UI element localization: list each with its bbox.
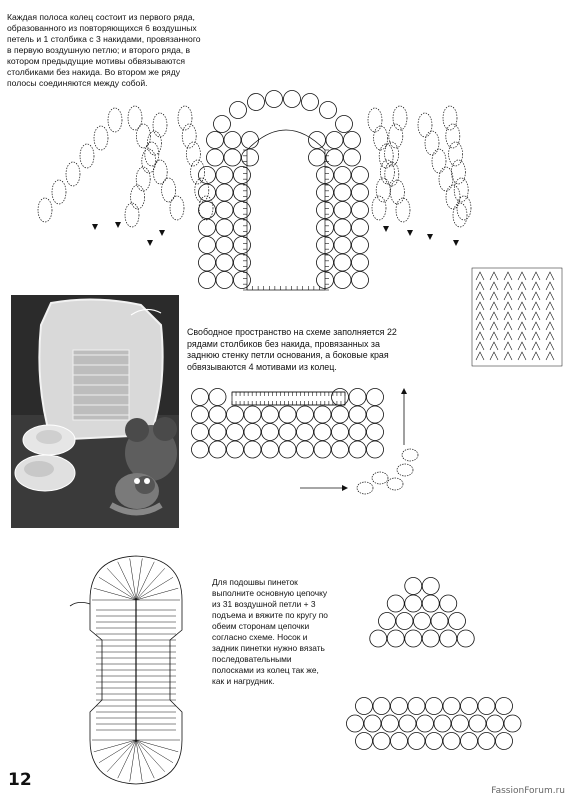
ring-motif <box>408 698 425 715</box>
ring-motif <box>352 184 369 201</box>
ring-motif <box>370 630 387 647</box>
ring-motif <box>209 389 226 406</box>
ring-motif <box>334 219 351 236</box>
ring-motif <box>248 94 265 111</box>
chain-loop <box>432 149 446 173</box>
ring-motif <box>230 102 247 119</box>
ring-motif <box>334 202 351 219</box>
stitch-symbol <box>518 322 526 330</box>
toe-stitch <box>136 568 165 600</box>
ring-motif <box>234 167 251 184</box>
ring-motif <box>309 149 326 166</box>
ring-motif <box>209 406 226 423</box>
ring-motif <box>314 406 331 423</box>
chain-loop <box>142 149 156 173</box>
chain-loop <box>457 196 471 220</box>
ring-motif <box>192 406 209 423</box>
ring-motif <box>367 424 384 441</box>
ring-motif <box>336 116 353 133</box>
ring-motif <box>334 167 351 184</box>
direction-arrow <box>342 485 348 491</box>
stitch-symbol <box>532 292 540 300</box>
ring-motif <box>457 630 474 647</box>
ring-motif <box>216 272 233 289</box>
ring-motif <box>379 613 396 630</box>
ring-motif <box>487 715 504 732</box>
ring-motif <box>469 715 486 732</box>
stitch-symbol <box>476 342 484 350</box>
ring-motif <box>216 237 233 254</box>
chain-loop <box>397 464 413 476</box>
ring-motif <box>347 715 364 732</box>
chain-loop <box>396 198 410 222</box>
ring-motif <box>234 219 251 236</box>
ring-motif <box>234 237 251 254</box>
chain-loop <box>131 185 145 209</box>
chain-loop <box>125 203 139 227</box>
ring-motif <box>352 219 369 236</box>
stitch-symbol <box>476 312 484 320</box>
chain-loop <box>162 178 176 202</box>
ring-motif <box>214 116 231 133</box>
ring-motif <box>332 424 349 441</box>
stitch-symbol <box>504 332 512 340</box>
stitch-symbol <box>546 272 554 280</box>
toe-stitch <box>94 588 136 600</box>
ring-motif <box>227 406 244 423</box>
stitch-symbol <box>546 282 554 290</box>
ring-motif <box>452 715 469 732</box>
stitch-symbol <box>532 302 540 310</box>
stitch-symbol <box>476 292 484 300</box>
heel-stitch <box>136 740 178 752</box>
stitch-symbol <box>546 322 554 330</box>
ring-motif <box>496 698 513 715</box>
sole-description-paragraph: Для подошвы пинеток выполните основную цепочку из 31 воздушной петли + 3 подъема и вяжите по кругу по обеим сторонам цепочки согласно схеме. Носок и задник пинетки нужно вязать последовательными полосками из колец так же, как и нагрудник. <box>212 577 328 686</box>
ring-motif <box>373 733 390 750</box>
direction-arrow <box>383 226 389 232</box>
ring-motif <box>207 149 224 166</box>
ring-motif <box>192 441 209 458</box>
direction-arrow <box>159 230 165 236</box>
ring-motif <box>334 272 351 289</box>
ring-motif <box>478 698 495 715</box>
ring-motif <box>216 254 233 271</box>
ring-motif <box>209 441 226 458</box>
ring-motif <box>422 578 439 595</box>
chain-loop <box>385 162 399 186</box>
ring-motif <box>314 424 331 441</box>
stitch-symbol <box>504 302 512 310</box>
direction-arrow <box>115 222 121 228</box>
stitch-symbol <box>518 282 526 290</box>
intro-paragraph: Каждая полоса колец состоит из первого ряда, образованного из повторяющихся 6 воздушных петель и 1 столбика с 3 накидами, провязанного в первую воздушную петлю; и второго ряда, в котором предыдущие мотивы обвязываются столбиками без накида. Во втором же ряду полосы соединяются между собой. <box>7 12 201 88</box>
ring-motif <box>234 202 251 219</box>
ring-motif <box>496 733 513 750</box>
stitch-symbol <box>490 332 498 340</box>
ring-motif <box>349 441 366 458</box>
chain-loop <box>128 106 142 130</box>
ring-motif <box>440 595 457 612</box>
ring-motif <box>367 441 384 458</box>
chain-loop <box>374 126 388 150</box>
ring-motif <box>461 733 478 750</box>
chain-loop <box>425 131 439 155</box>
chain-loop <box>80 144 94 168</box>
ring-motif <box>279 441 296 458</box>
ring-motif <box>224 149 241 166</box>
ring-motif <box>349 424 366 441</box>
heel-stitch <box>107 740 136 772</box>
chain-loop <box>66 162 80 186</box>
stitch-symbol <box>518 272 526 280</box>
bib-description-paragraph: Свободное пространство на схеме заполняется 22 рядами столбиков без накида, провязанных за заднюю стенку петли основания, а боковые края обвязываются 4 мотивами из колец. <box>187 327 397 372</box>
stitch-symbol <box>490 352 498 360</box>
ring-motif <box>199 167 216 184</box>
ring-motif <box>422 595 439 612</box>
ring-motif <box>349 389 366 406</box>
direction-arrow <box>401 388 407 394</box>
ring-motif <box>414 613 431 630</box>
chain-loop <box>443 106 457 130</box>
ring-motif <box>478 733 495 750</box>
ring-motif <box>344 149 361 166</box>
neckline-curve <box>247 130 325 150</box>
stitch-symbol <box>518 292 526 300</box>
chain-loop <box>136 124 150 148</box>
chain-loop <box>402 449 418 461</box>
ring-motif <box>332 389 349 406</box>
chain-loop <box>453 203 467 227</box>
chain-loop <box>147 131 161 155</box>
heel-stitch <box>136 740 165 772</box>
stitch-symbol <box>504 292 512 300</box>
ring-motif <box>326 149 343 166</box>
chain-loop <box>145 142 159 166</box>
stitch-symbol <box>518 352 526 360</box>
ring-motif <box>242 149 259 166</box>
stitch-symbol <box>490 282 498 290</box>
ring-motif <box>443 733 460 750</box>
ring-motif <box>426 733 443 750</box>
stitch-symbol <box>476 332 484 340</box>
ring-motif <box>216 219 233 236</box>
ring-motif <box>266 91 283 108</box>
stitch-symbol <box>504 322 512 330</box>
ring-motif <box>387 630 404 647</box>
ring-motif <box>356 733 373 750</box>
ring-motif <box>352 202 369 219</box>
ring-motif <box>227 441 244 458</box>
stitch-symbol <box>476 302 484 310</box>
ring-motif <box>279 406 296 423</box>
toe-stitch <box>107 568 136 600</box>
chain-loop <box>439 167 453 191</box>
ring-motif <box>309 132 326 149</box>
ring-motif <box>224 132 241 149</box>
chain-loop <box>393 106 407 130</box>
ring-motif <box>244 406 261 423</box>
chain-loop <box>94 126 108 150</box>
chain-loop <box>108 108 122 132</box>
page-number: 12 <box>8 770 32 790</box>
ring-motif <box>334 237 351 254</box>
ring-motif <box>244 424 261 441</box>
ring-motif <box>234 184 251 201</box>
ring-motif <box>367 406 384 423</box>
stitch-symbol <box>490 312 498 320</box>
chain-loop <box>182 124 196 148</box>
ring-motif <box>216 202 233 219</box>
ring-motif <box>242 132 259 149</box>
stitch-symbol <box>476 282 484 290</box>
ring-motif <box>244 441 261 458</box>
stitch-symbol <box>504 312 512 320</box>
chain-loop <box>52 180 66 204</box>
ring-motif <box>234 254 251 271</box>
ring-motif <box>332 406 349 423</box>
stitch-symbol <box>532 282 540 290</box>
watermark: FassionForum.ru <box>491 786 565 796</box>
stitch-symbol <box>546 302 554 310</box>
ring-motif <box>434 715 451 732</box>
stitch-symbol <box>518 312 526 320</box>
stitch-symbol <box>476 322 484 330</box>
ring-motif <box>344 132 361 149</box>
direction-arrow <box>147 240 153 246</box>
ring-motif <box>209 424 226 441</box>
stitch-symbol <box>504 282 512 290</box>
ring-motif <box>297 424 314 441</box>
stitch-symbol <box>476 352 484 360</box>
stitch-symbol <box>518 302 526 310</box>
stitch-symbol <box>532 322 540 330</box>
ring-motif <box>408 733 425 750</box>
ring-motif <box>405 630 422 647</box>
start-arrow <box>70 602 90 606</box>
ring-motif <box>504 715 521 732</box>
chain-loop <box>368 108 382 132</box>
chain-loop <box>186 142 200 166</box>
ring-motif <box>352 237 369 254</box>
chain-loop <box>357 482 373 494</box>
chain-loop <box>136 167 150 191</box>
stitch-symbol <box>518 342 526 350</box>
chain-loop <box>178 106 192 130</box>
ring-motif <box>387 595 404 612</box>
stitch-symbol <box>490 302 498 310</box>
ring-motif <box>302 94 319 111</box>
chain-loop <box>451 160 465 184</box>
ring-motif <box>332 441 349 458</box>
ring-motif <box>199 219 216 236</box>
stitch-symbol <box>504 352 512 360</box>
ring-motif <box>284 91 301 108</box>
ring-motif <box>314 441 331 458</box>
ring-motif <box>352 272 369 289</box>
chain-loop <box>418 113 432 137</box>
stitch-symbol <box>490 342 498 350</box>
direction-arrow <box>453 240 459 246</box>
stitch-symbol <box>490 322 498 330</box>
ring-motif <box>443 698 460 715</box>
ring-motif <box>199 237 216 254</box>
stitch-symbol <box>546 292 554 300</box>
chain-loop <box>446 124 460 148</box>
ring-motif <box>431 613 448 630</box>
stitch-symbol <box>532 272 540 280</box>
ring-motif <box>192 389 209 406</box>
chain-loop <box>446 185 460 209</box>
stitch-symbol <box>546 332 554 340</box>
ring-motif <box>207 132 224 149</box>
ring-motif <box>262 441 279 458</box>
chain-loop <box>153 160 167 184</box>
direction-arrow <box>92 224 98 230</box>
stitch-symbol <box>532 312 540 320</box>
ring-motif <box>326 132 343 149</box>
ring-motif <box>356 698 373 715</box>
stitch-symbol <box>476 272 484 280</box>
ring-motif <box>262 406 279 423</box>
stitch-symbol <box>490 292 498 300</box>
ring-motif <box>405 595 422 612</box>
stitch-symbol <box>504 342 512 350</box>
ring-motif <box>440 630 457 647</box>
ring-motif <box>199 272 216 289</box>
ring-motif <box>426 698 443 715</box>
toe-stitch <box>136 588 178 600</box>
stitch-symbol <box>490 272 498 280</box>
direction-arrow <box>427 234 433 240</box>
ring-motif <box>399 715 416 732</box>
chain-loop <box>153 113 167 137</box>
chain-loop <box>170 196 184 220</box>
ring-motif <box>391 698 408 715</box>
ring-motif <box>373 698 390 715</box>
stitch-symbol <box>546 352 554 360</box>
ring-motif <box>216 184 233 201</box>
ring-motif <box>461 698 478 715</box>
stitch-symbol <box>518 332 526 340</box>
stitch-symbol <box>532 352 540 360</box>
ring-motif <box>352 167 369 184</box>
chain-loop <box>454 178 468 202</box>
ring-motif <box>320 102 337 119</box>
direction-arrow <box>407 230 413 236</box>
ring-motif <box>349 406 366 423</box>
ring-motif <box>199 254 216 271</box>
chain-loop <box>38 198 52 222</box>
symbol-chart-frame <box>472 268 562 366</box>
ring-motif <box>297 406 314 423</box>
stitch-symbol <box>532 342 540 350</box>
ring-motif <box>334 254 351 271</box>
chain-loop <box>191 160 205 184</box>
ring-motif <box>391 733 408 750</box>
ring-motif <box>367 389 384 406</box>
ring-motif <box>297 441 314 458</box>
stitch-symbol <box>504 272 512 280</box>
ring-motif <box>382 715 399 732</box>
chain-loop <box>372 472 388 484</box>
chain-loop <box>390 180 404 204</box>
ring-motif <box>405 578 422 595</box>
ring-motif <box>279 424 296 441</box>
ring-motif <box>352 254 369 271</box>
ring-motif <box>422 630 439 647</box>
heel-stitch <box>94 740 136 752</box>
ring-motif <box>364 715 381 732</box>
ring-motif <box>262 424 279 441</box>
chain-loop <box>387 478 403 490</box>
ring-motif <box>227 424 244 441</box>
stitch-symbol <box>546 312 554 320</box>
stitch-symbol <box>532 332 540 340</box>
ring-motif <box>449 613 466 630</box>
ring-motif <box>396 613 413 630</box>
chain-loop <box>449 142 463 166</box>
ring-motif <box>334 184 351 201</box>
chain-loop <box>379 144 393 168</box>
ring-motif <box>234 272 251 289</box>
ring-motif <box>192 424 209 441</box>
ring-motif <box>417 715 434 732</box>
stitch-symbol <box>546 342 554 350</box>
ring-motif <box>216 167 233 184</box>
